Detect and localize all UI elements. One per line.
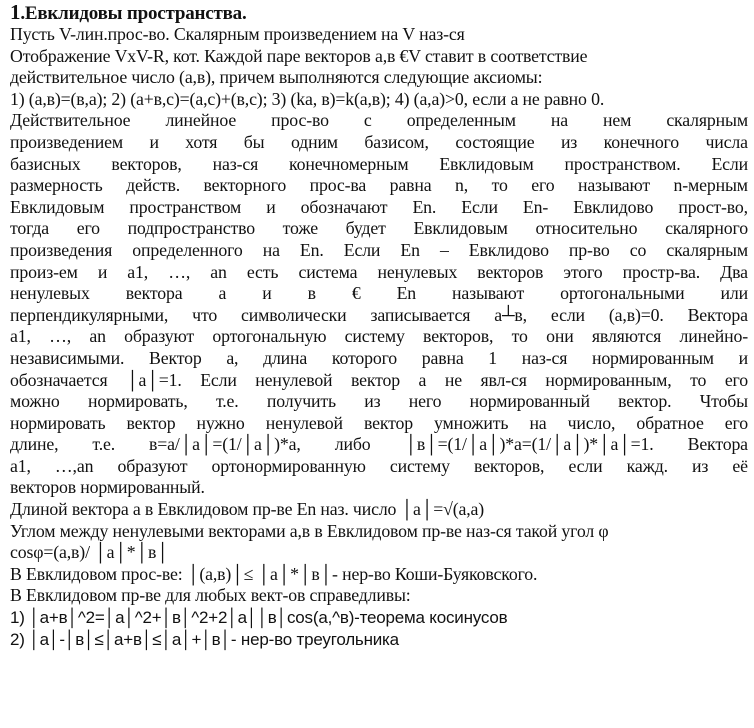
paragraph-word: определенного (132, 239, 243, 260)
triangle-inequality-line: 2) │а│-│в│≤│а+в│≤│а│+│в│- нер-во треугольника (10, 629, 399, 649)
paragraph-word: Вектор (149, 347, 202, 368)
paragraph-word: образуют (117, 455, 188, 476)
paragraph-word: равна (389, 175, 432, 196)
paragraph-word: …, (49, 326, 72, 347)
paragraph-line (10, 110, 748, 132)
paragraph-word: число, (567, 412, 616, 433)
paragraph-word: бы (243, 131, 265, 152)
paragraph-word: в (307, 283, 316, 304)
paragraph-word: Евклидовым (10, 196, 105, 217)
paragraph-line (10, 218, 748, 240)
paragraph-line (10, 132, 748, 154)
paragraph-word: на (262, 239, 280, 260)
paragraph-line (10, 305, 748, 327)
paragraph-word: образуют (124, 326, 195, 347)
paragraph-word: тоже (282, 218, 318, 239)
paragraph-word: обратное (636, 412, 704, 433)
paragraph-word: нем (603, 110, 632, 131)
paragraph-word: 1 (488, 347, 498, 368)
paragraph-word: n-мерным (673, 175, 748, 196)
paragraph-word: прост-во, (678, 196, 748, 217)
paragraph-word: базисных (10, 153, 81, 174)
paragraph-line (10, 326, 748, 348)
intro-block (10, 24, 748, 110)
paragraph-word: En (400, 239, 420, 260)
paragraph-word: наз-ся (212, 153, 259, 174)
paragraph-word: на (550, 110, 568, 131)
paragraph-word: систему (389, 455, 450, 476)
paragraph-word: …,аn (54, 455, 94, 476)
paragraph-word: ортонормированную (211, 455, 366, 476)
paragraph-word: € (351, 283, 361, 304)
paragraph-word: одним (290, 131, 338, 152)
section-title-text: .Евклидовы пространства. (20, 3, 247, 24)
paragraph-word: ортогональную (212, 326, 327, 347)
paragraph-line (10, 370, 748, 392)
paragraph-word: Вектора (687, 304, 748, 325)
paragraph-word: на (529, 412, 547, 433)
intro-line: Пусть V-лин.прос-во. Скалярным произведением на V наз-ся (10, 24, 465, 44)
paragraph-word: относительно (535, 218, 638, 239)
paragraph-word: En. (299, 239, 324, 260)
paragraph-word: длине, (10, 434, 59, 455)
definition-paragraph (10, 110, 748, 477)
paragraph-word: и (266, 196, 276, 217)
paragraph-word: и (149, 131, 159, 152)
paragraph-word: Действительное (10, 110, 131, 131)
paragraph-word: Евклидово (468, 239, 549, 260)
paragraph-word: систему (344, 326, 405, 347)
cosine-formula-line: cosφ=(а,в)/ │а│*│в│ (10, 542, 169, 563)
paragraph-line (10, 283, 748, 305)
paragraph-word: её (732, 455, 748, 476)
paragraph-line (10, 348, 748, 370)
paragraph-word: Вектора (687, 434, 748, 455)
paragraph-word: простр-ва. (622, 261, 701, 282)
paragraph-word: можно (10, 391, 60, 412)
paragraph-word: прос-во (271, 110, 329, 131)
paragraph-line (10, 434, 748, 456)
paragraph-word: Если (200, 369, 237, 390)
paragraph-word: векторов, (111, 153, 182, 174)
paragraph-word: нормированный (469, 391, 590, 412)
paragraph-word: вектор (363, 412, 413, 433)
paragraph-word: конечного (603, 131, 680, 152)
paragraph-word: его (724, 412, 748, 433)
paragraph-line (10, 262, 748, 284)
paragraph-last-line: векторов нормированный. (10, 477, 205, 498)
paragraph-word: Если (711, 153, 748, 174)
paragraph-word: с (363, 110, 372, 131)
paragraph-word: …, (168, 261, 191, 282)
paragraph-word: из (560, 131, 578, 152)
paragraph-word: вектор (126, 412, 176, 433)
paragraph-word: если (568, 455, 603, 476)
paragraph-word: называют (452, 283, 525, 304)
paragraph-word: этого (563, 261, 603, 282)
paragraph-word: а1, (127, 261, 149, 282)
paragraph-word: они (546, 326, 574, 347)
paragraph-word: En- (522, 196, 549, 217)
paragraph-word: векторного (203, 175, 287, 196)
paragraph-word: ненулевой (265, 412, 343, 433)
paragraph-line (10, 413, 748, 435)
paragraph-word: обозначается (10, 369, 108, 390)
paragraph-word: состоящие (455, 131, 535, 152)
paragraph-word: ненулевой (255, 369, 333, 390)
paragraph-word: – (439, 239, 449, 260)
paragraph-word: скалярного (665, 218, 748, 239)
paragraph-word: и (738, 347, 748, 368)
paragraph-word: Если (343, 239, 381, 260)
paragraph-word: хотя (185, 131, 218, 152)
paragraph-word: размерность (10, 175, 103, 196)
paragraph-word: пр-во (568, 239, 610, 260)
closing-block (10, 499, 748, 650)
paragraph-word: то (690, 369, 707, 390)
paragraph-word: вектора (125, 283, 183, 304)
paragraph-word: действ. (126, 175, 180, 196)
axioms-line: 1) (а,в)=(в,а); 2) (а+в,с)=(а,с)+(в,с); 3) (kа, в)=k(а,в); 4) (а,а)>0, если а не равно 0. (10, 88, 605, 109)
document-page (10, 0, 748, 728)
paragraph-line (10, 175, 748, 197)
paragraph-word: символически (241, 304, 347, 325)
paragraph-word: Чтобы (699, 391, 748, 412)
paragraph-line (10, 197, 748, 219)
paragraph-word: и (97, 261, 108, 282)
paragraph-word: т.е. (215, 391, 239, 412)
paragraph-word: ортогональными (560, 283, 685, 304)
paragraph-word: (а,в)=0. (608, 304, 664, 325)
paragraph-word: то (491, 175, 508, 196)
paragraph-word: являются (591, 326, 662, 347)
paragraph-word: числа (705, 131, 748, 152)
paragraph-word: наз-ся (521, 347, 568, 368)
paragraph-word: него (408, 391, 442, 412)
paragraph-word: если (550, 304, 585, 325)
paragraph-word: которого (331, 347, 398, 368)
paragraph-word: то (511, 326, 528, 347)
paragraph-word: из (364, 391, 381, 412)
paragraph-word: и (262, 283, 272, 304)
paragraph-word: со (629, 239, 647, 260)
paragraph-word: что (192, 304, 218, 325)
paragraph-word: а┴в, (494, 304, 527, 325)
paragraph-word: либо (334, 434, 371, 455)
paragraph-word: произведения (10, 239, 113, 260)
paragraph-word: ненулевых (377, 261, 458, 282)
equalities-intro-line: В Евклидовом пр-ве для любых вект-ов справедливы: (10, 585, 411, 606)
paragraph-word: или (720, 283, 748, 304)
paragraph-word: система (298, 261, 358, 282)
paragraph-line (10, 391, 748, 413)
paragraph-word: обозначают (300, 196, 388, 217)
paragraph-word: Евклидовым (413, 218, 508, 239)
paragraph-word: а, (226, 347, 239, 368)
paragraph-word: пространством. (564, 153, 681, 174)
cauchy-inequality-line: В Евклидовом прос-ве: │(а,в)│≤ │а│*│в│- нер-во Коши-Буяковского. (10, 563, 538, 584)
angle-definition-line: Углом между ненулевыми векторами а,в в Евклидовом пр-ве наз-ся такой угол φ (10, 520, 609, 541)
paragraph-word: линейно- (679, 326, 748, 347)
paragraph-word: Если (461, 196, 498, 217)
paragraph-word: векторов, (474, 455, 545, 476)
paragraph-word: определенным (406, 110, 516, 131)
section-title (10, 0, 748, 24)
intro-line: действительное число (а,в), причем выполняются следующие аксиомы: (10, 67, 543, 88)
paragraph-word: вектор (350, 369, 400, 390)
paragraph-word: векторов, (423, 326, 494, 347)
paragraph-word: длина (263, 347, 308, 368)
paragraph-word: вектор. (618, 391, 672, 412)
paragraph-word: векторов (477, 261, 544, 282)
paragraph-word: нормировать (10, 412, 106, 433)
paragraph-word: произведением (10, 131, 123, 152)
paragraph-word: его (76, 218, 100, 239)
paragraph-word: кажд. (626, 455, 668, 476)
paragraph-word: ненулевых (10, 283, 90, 304)
paragraph-word: аn (210, 261, 227, 282)
paragraph-word: Евклидово (573, 196, 654, 217)
paragraph-word: скалярным (666, 110, 748, 131)
vector-length-line: Длиной вектора а в Евклидовом пр-ве En наз. число │а│=√(а,а) (10, 499, 485, 520)
paragraph-word: а1, (10, 455, 31, 476)
paragraph-line (10, 456, 748, 478)
paragraph-word: в=а/│а│=(1/│а│)*а, (149, 434, 301, 455)
paragraph-word: а1, (10, 326, 31, 347)
cosine-theorem-line: 1) │а+в│^2=│а│^2+│в│^2+2│а││в│cos(а,^в)-теорема косинусов (10, 608, 508, 628)
section-number: 1 (10, 0, 21, 24)
paragraph-word: перпендикулярными, (10, 304, 169, 325)
paragraph-word: его (531, 175, 555, 196)
paragraph-word: нормированным (591, 347, 714, 368)
paragraph-word: его (724, 369, 748, 390)
paragraph-word: из (692, 455, 709, 476)
paragraph-word: En. (412, 196, 437, 217)
paragraph-word: а (418, 369, 427, 390)
paragraph-word: т.е. (92, 434, 116, 455)
paragraph-word: En (396, 283, 417, 304)
paragraph-word: записывается (370, 304, 471, 325)
paragraph-word: тогда (10, 218, 50, 239)
paragraph-word: │а│=1. (126, 369, 182, 390)
paragraph-word: равна (421, 347, 464, 368)
paragraph-word: не (444, 369, 462, 390)
paragraph-word: скалярным (666, 239, 748, 260)
paragraph-word: будет (345, 218, 386, 239)
paragraph-word: умножить (434, 412, 509, 433)
paragraph-word: нормировать, (87, 391, 188, 412)
paragraph-word: аn (89, 326, 106, 347)
paragraph-word: нужно (196, 412, 245, 433)
paragraph-word: пространством (129, 196, 242, 217)
paragraph-word: а (218, 283, 227, 304)
paragraph-word: n, (455, 175, 469, 196)
paragraph-word: подпространство (127, 218, 255, 239)
paragraph-word: независимыми. (10, 347, 125, 368)
paragraph-word: базисом, (364, 131, 429, 152)
paragraph-word: прос-ва (309, 175, 367, 196)
paragraph-word: Евклидовым (439, 153, 534, 174)
paragraph-word: получить (266, 391, 336, 412)
paragraph-word: конечномерным (289, 153, 409, 174)
paragraph-word: линейное (165, 110, 237, 131)
intro-line: Отображение VxV-R, кот. Каждой паре векторов а,в €V ставит в соответствие (10, 45, 588, 66)
paragraph-word: │в│=(1/│а│)*а=(1/│а│)*│а│=1. (404, 434, 654, 455)
paragraph-word: Два (720, 261, 748, 282)
paragraph-word: нормированным, (545, 369, 672, 390)
paragraph-word: называют (577, 175, 651, 196)
paragraph-line (10, 154, 748, 176)
paragraph-word: явл-ся (480, 369, 527, 390)
paragraph-word: есть (246, 261, 279, 282)
paragraph-word: произ-ем (10, 261, 78, 282)
paragraph-line (10, 240, 748, 262)
